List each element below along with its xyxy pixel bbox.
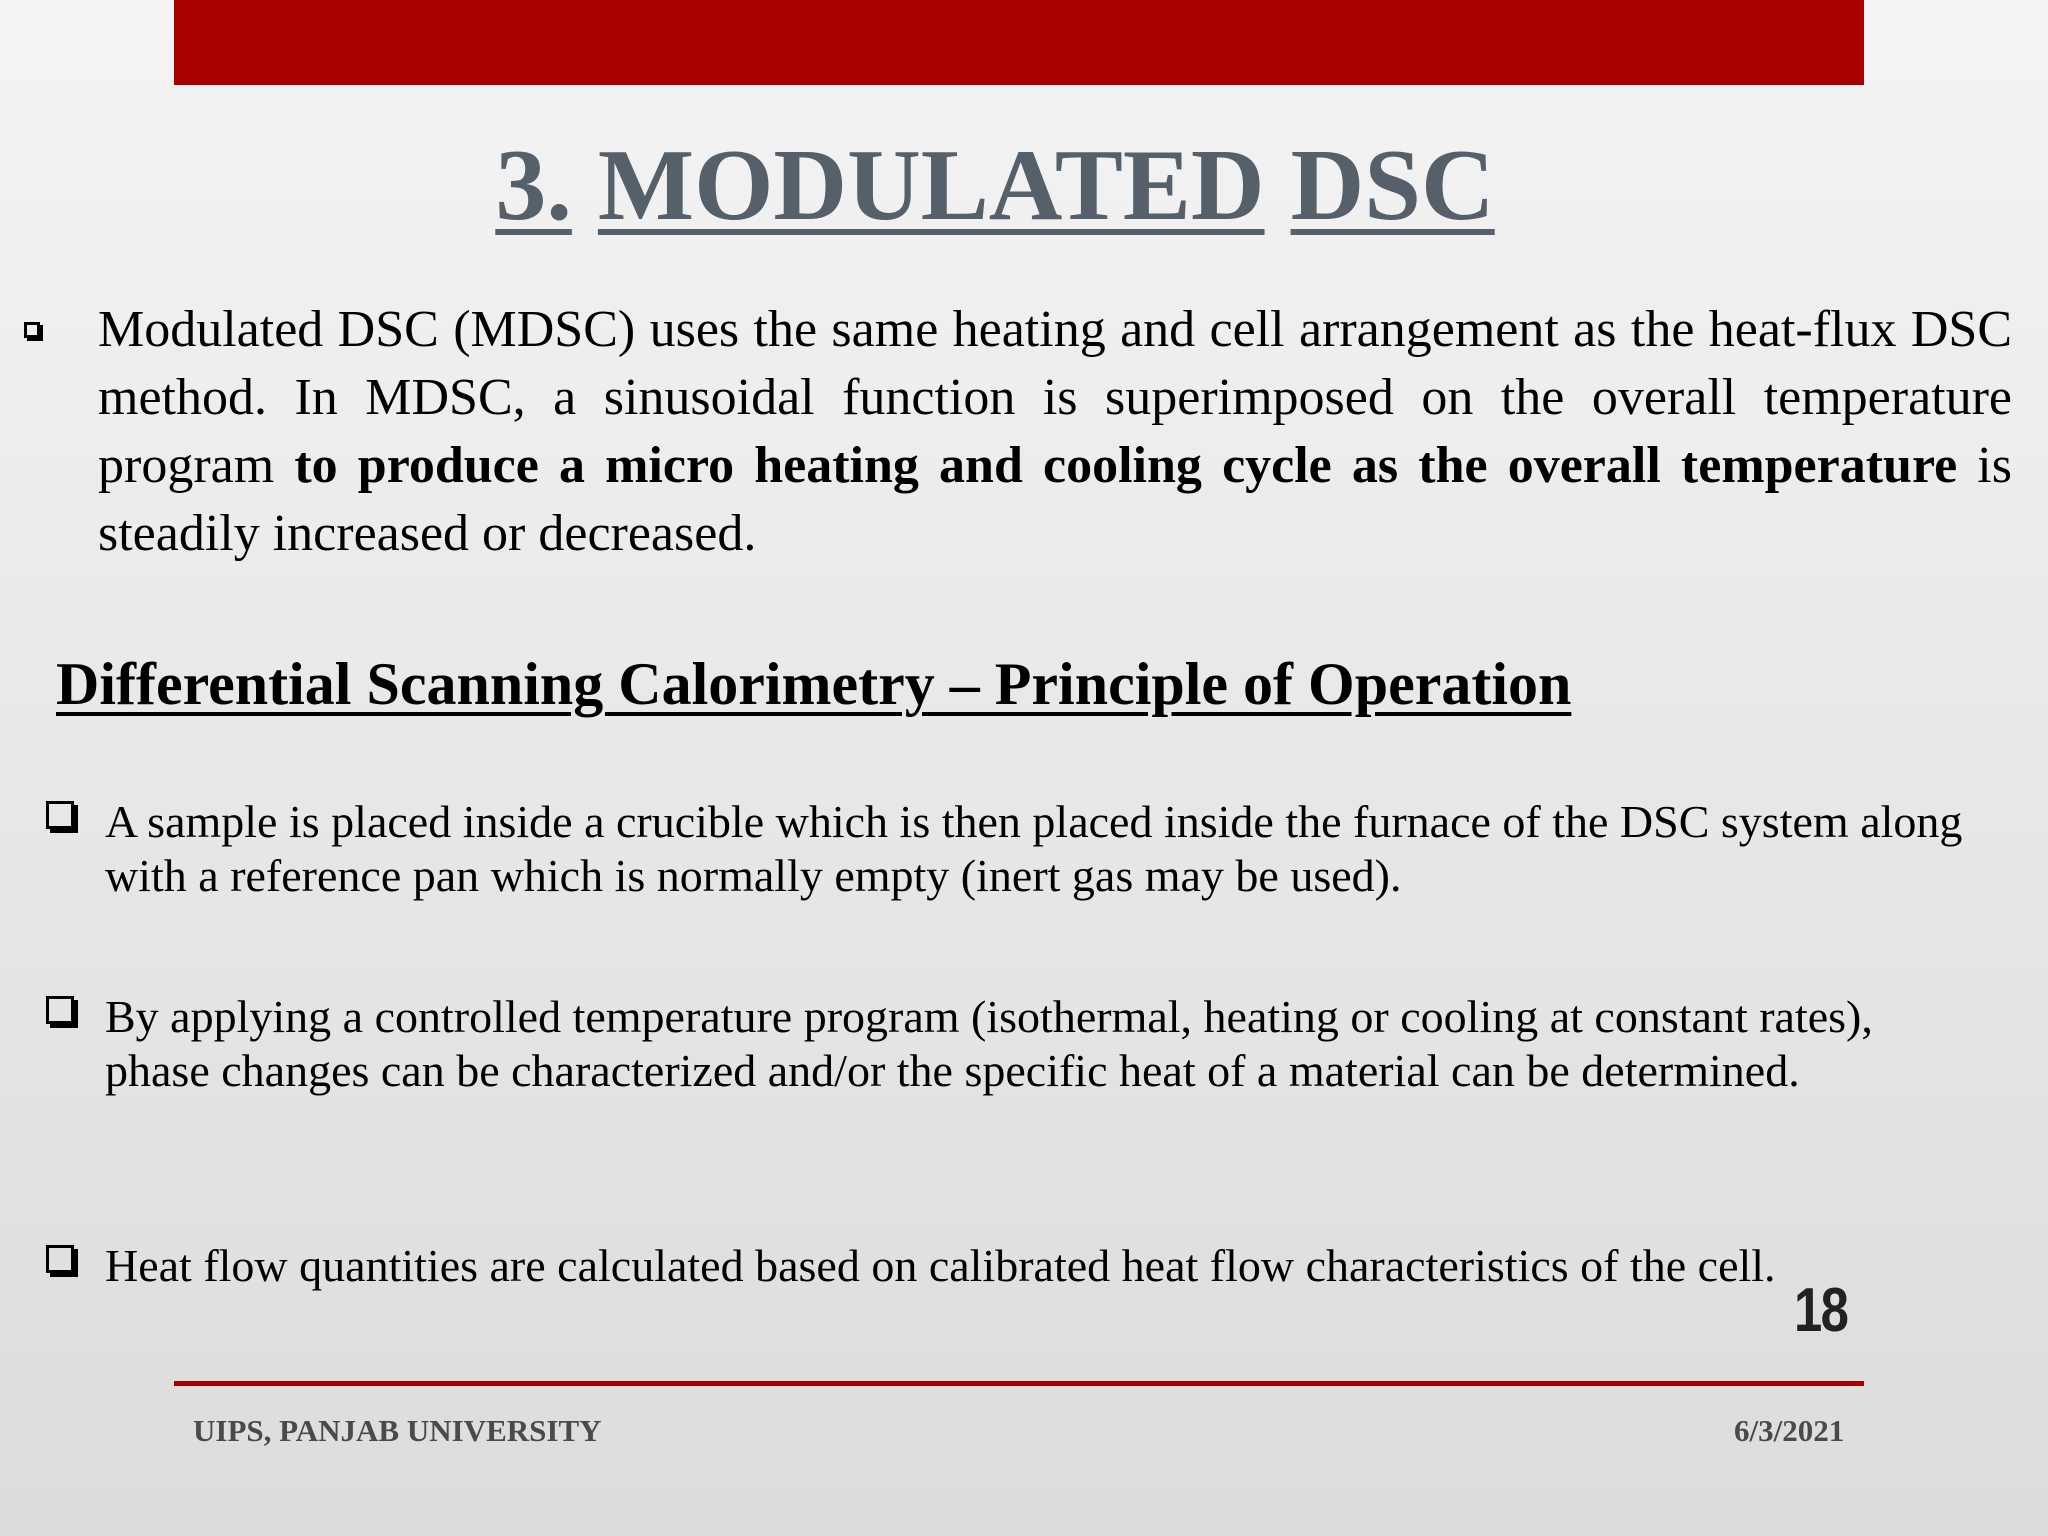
intro-text-start: Modulated DSC (MDSC) uses the same heating and cell arrangement as the heat-flux DSC method. In MDSC, a sinusoidal function is superimposed on the overall temperature program [98,301,2012,494]
intro-bullet-icon [24,322,40,338]
footer-date: 6/3/2021 [1734,1413,1845,1448]
footer-divider [174,1381,1864,1386]
title-number: 3. [495,129,572,242]
bullet-item-1: A sample is placed inside a crucible which is then placed inside the furnace of the DSC system along with a reference pan which is normally empty (inert gas may be used). [105,796,1963,901]
checkbox-bullet-icon [46,801,74,829]
title-word-dsc: DSC [1290,129,1495,242]
bullet-item-2: By applying a controlled temperature program (isothermal, heating or cooling at constant rates), phase changes can be characterized and/or the specific heat of a material can be determined. [105,991,1873,1096]
checkbox-bullet-icon [46,1245,74,1273]
footer-institution: UIPS, PANJAB UNIVERSITY [193,1413,602,1448]
intro-text-end: is steadily increased or decreased. [98,437,2012,562]
slide-title [0,130,1990,242]
intro-text-bold: to produce a micro heating and cooling cycle as the overall temperature [294,437,1958,494]
section-subheading: Differential Scanning Calorimetry – Principle of Operation [56,651,1572,717]
intro-paragraph [98,296,2012,568]
page-number: 18 [1794,1276,1848,1345]
top-accent-bar [174,0,1864,85]
title-word-modulated: MODULATED [597,129,1265,242]
checkbox-bullet-icon [46,996,74,1024]
bullet-item-3: Heat flow quantities are calculated based on calibrated heat flow characteristics of the cell. [105,1240,1776,1291]
